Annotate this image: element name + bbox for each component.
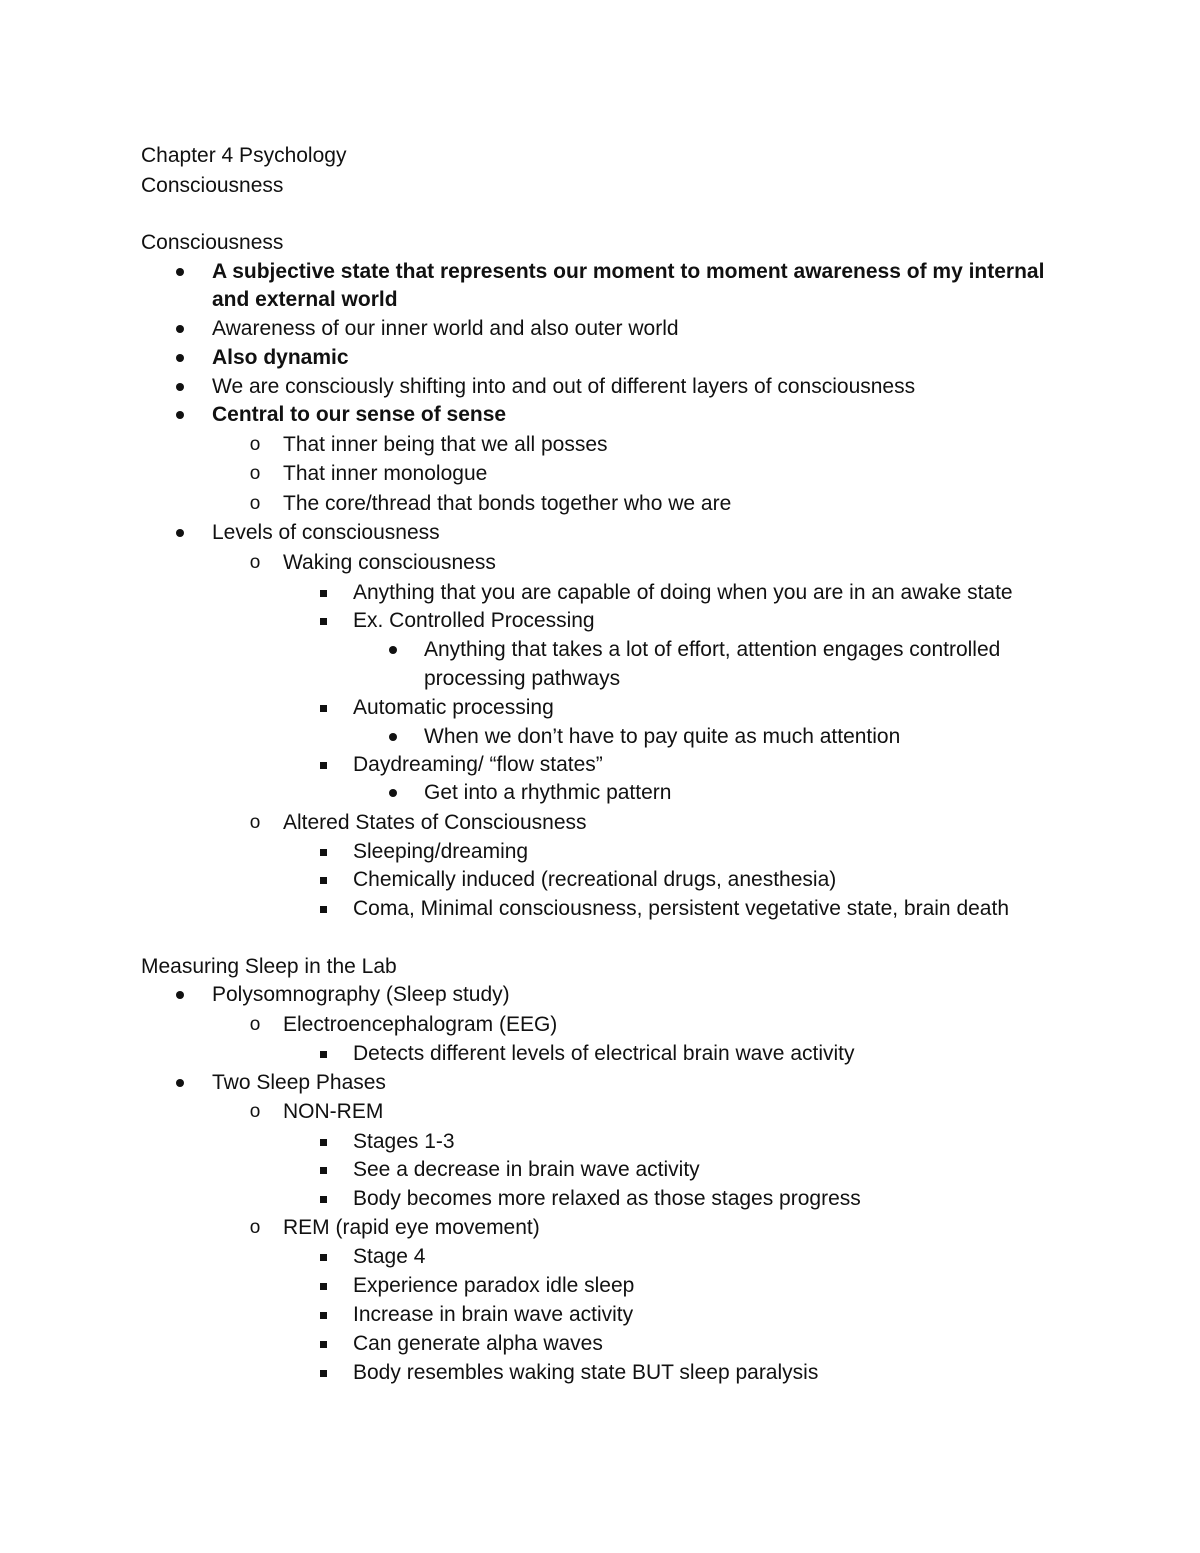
section-heading-text: Measuring Sleep in the Lab <box>141 955 397 978</box>
list-item-text: Levels of consciousness <box>212 521 440 544</box>
bullet-dot-icon <box>383 636 403 664</box>
bullet-square-icon <box>313 1301 333 1329</box>
list-item-text: Two Sleep Phases <box>212 1071 386 1094</box>
list-item-text: Stage 4 <box>353 1245 426 1268</box>
list-item-text: and external world <box>212 288 398 311</box>
bullet-square-icon <box>313 1359 333 1387</box>
list-item-text: Waking consciousness <box>283 551 496 574</box>
doc-subtitle-text: Consciousness <box>141 174 284 197</box>
bullet-dot-icon <box>170 373 190 401</box>
list-item-text: Altered States of Consciousness <box>283 811 587 834</box>
list-item-text: Experience paradox idle sleep <box>353 1274 635 1297</box>
list-item-text: Detects different levels of electrical brain wave activity <box>353 1042 855 1065</box>
bullet-square-icon <box>313 1272 333 1300</box>
bullet-dot-icon <box>383 723 403 751</box>
list-item-text: Coma, Minimal consciousness, persistent vegetative state, brain death <box>353 897 1009 920</box>
list-item-text: Get into a rhythmic pattern <box>424 781 672 804</box>
list-item-text: Can generate alpha waves <box>353 1332 603 1355</box>
bullet-square-icon <box>313 1040 333 1068</box>
bullet-square-icon <box>313 579 333 607</box>
bullet-square-icon <box>313 1156 333 1184</box>
list-item-text: Stages 1-3 <box>353 1130 455 1153</box>
bullet-square-icon <box>313 607 333 635</box>
bullet-circle-icon: o <box>249 1217 261 1238</box>
list-item-text: That inner being that we all posses <box>283 433 608 456</box>
list-item-text: The core/thread that bonds together who we are <box>283 492 732 515</box>
list-item-text: Also dynamic <box>212 346 349 369</box>
list-item-text: Increase in brain wave activity <box>353 1303 634 1326</box>
bullet-square-icon <box>313 895 333 923</box>
list-item-text: A subjective state that represents our moment to moment awareness of my internal <box>212 260 1045 283</box>
list-item-text: Body becomes more relaxed as those stages progress <box>353 1187 861 1210</box>
list-item-text: Daydreaming/ “flow states” <box>353 753 603 776</box>
bullet-dot-icon <box>170 981 190 1009</box>
list-item-text: Awareness of our inner world and also outer world <box>212 317 679 340</box>
bullet-circle-icon: o <box>249 463 261 484</box>
list-item-text: Electroencephalogram (EEG) <box>283 1013 558 1036</box>
list-item-text: Body resembles waking state BUT sleep paralysis <box>353 1361 819 1384</box>
bullet-circle-icon: o <box>249 1101 261 1122</box>
bullet-dot-icon <box>170 519 190 547</box>
bullet-circle-icon: o <box>249 812 261 833</box>
list-item-text: Anything that you are capable of doing when you are in an awake state <box>353 581 1013 604</box>
list-item-text: Automatic processing <box>353 696 554 719</box>
list-item-text: Anything that takes a lot of effort, attention engages controlled <box>424 638 1001 661</box>
doc-title-text: Chapter 4 Psychology <box>141 144 347 167</box>
bullet-square-icon <box>313 1185 333 1213</box>
list-item-text: Ex. Controlled Processing <box>353 609 595 632</box>
list-item-text: NON-REM <box>283 1100 384 1123</box>
list-item-text: REM (rapid eye movement) <box>283 1216 540 1239</box>
list-item-text: Sleeping/dreaming <box>353 840 529 863</box>
bullet-circle-icon: o <box>249 1014 261 1035</box>
bullet-dot-icon <box>170 344 190 372</box>
bullet-circle-icon: o <box>249 552 261 573</box>
bullet-square-icon <box>313 1243 333 1271</box>
list-item-text: That inner monologue <box>283 462 488 485</box>
bullet-dot-icon <box>170 258 190 286</box>
bullet-square-icon <box>313 1128 333 1156</box>
bullet-dot-icon <box>170 401 190 429</box>
bullet-square-icon <box>313 694 333 722</box>
bullet-dot-icon <box>170 1069 190 1097</box>
list-item-text: See a decrease in brain wave activity <box>353 1158 700 1181</box>
section-heading-text: Consciousness <box>141 231 284 254</box>
list-item-text: Polysomnography (Sleep study) <box>212 983 510 1006</box>
list-item-text: processing pathways <box>424 667 621 690</box>
list-item-text: Central to our sense of sense <box>212 403 507 426</box>
bullet-square-icon <box>313 751 333 779</box>
list-item-text: When we don’t have to pay quite as much attention <box>424 725 901 748</box>
bullet-circle-icon: o <box>249 493 261 514</box>
bullet-square-icon <box>313 1330 333 1358</box>
list-item-text: Chemically induced (recreational drugs, anesthesia) <box>353 868 837 891</box>
bullet-circle-icon: o <box>249 434 261 455</box>
bullet-dot-icon <box>170 315 190 343</box>
bullet-dot-icon <box>383 779 403 807</box>
list-item-text: We are consciously shifting into and out of different layers of consciousness <box>212 375 916 398</box>
bullet-square-icon <box>313 838 333 866</box>
bullet-square-icon <box>313 866 333 894</box>
